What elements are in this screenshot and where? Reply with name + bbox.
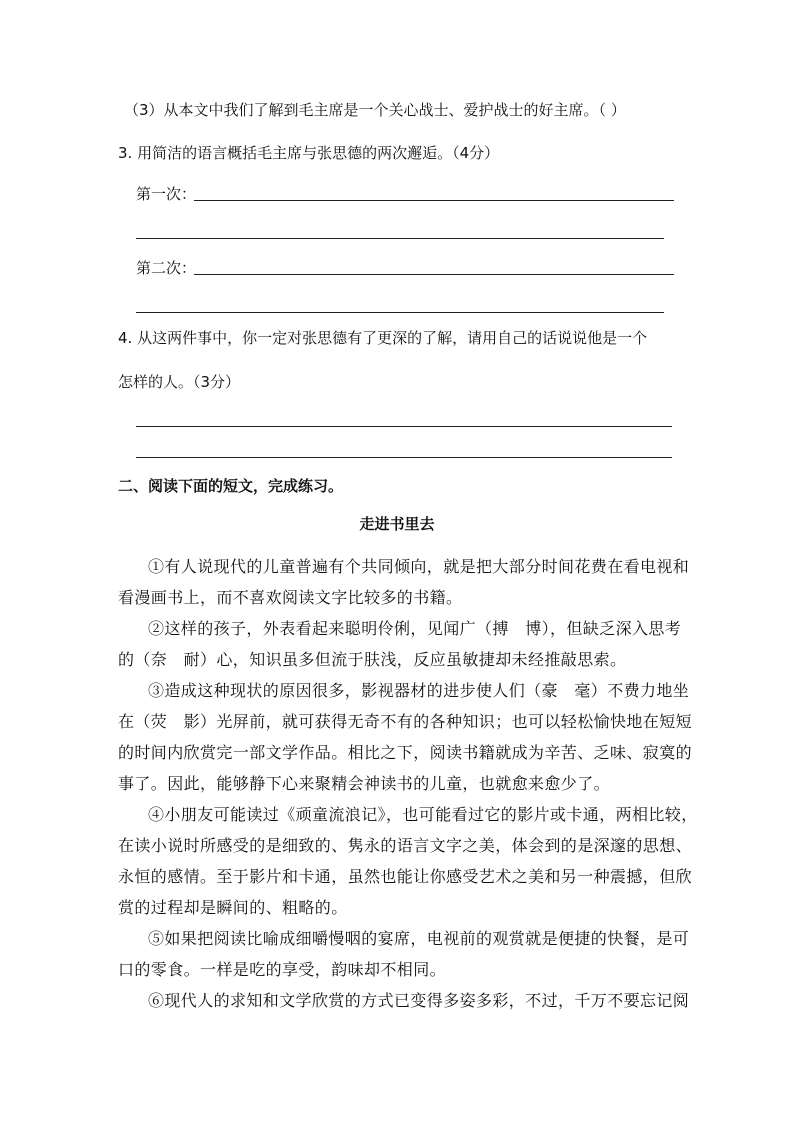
second-answer-line-2[interactable] <box>136 312 664 313</box>
paragraph-line: ④小朋友可能读过《顽童流浪记》，也可能看过它的影片或卡通，两相比较， <box>148 805 698 824</box>
q4-answer-line-1[interactable] <box>136 426 672 427</box>
paragraph-line: 事了。因此，能够静下心来聚精会神读书的儿童，也就愈来愈少了。 <box>118 774 611 793</box>
passage-title: 走进书里去 <box>359 515 435 533</box>
paragraph-line: ⑤如果把阅读比喻成细嚼慢咽的宴席，电视前的观赏就是便捷的快餐，是可 <box>148 929 690 948</box>
paragraph-line: 在（荧 影）光屏前，就可获得无奇不有的各种知识；也可以轻松愉快地在短短 <box>118 712 693 731</box>
paragraph-line: ③造成这种现状的原因很多，影视器材的进步使人们（豪 毫）不费力地坐 <box>148 681 690 700</box>
section-2-heading: 二、阅读下面的短文，完成练习。 <box>118 477 344 495</box>
paragraph-line: 的时间内欣赏完一部文学作品。相比之下，阅读书籍就成为辛苦、乏味、寂寞的 <box>118 743 693 762</box>
paragraph-line: 赏的过程却是瞬间的、粗略的。 <box>118 898 348 917</box>
paragraph-line: 在读小说时所感受的是细致的、隽永的语言文字之美，体会到的是深邃的思想、 <box>118 836 693 855</box>
q4-answer-line-2[interactable] <box>136 457 672 458</box>
second-encounter-label: 第二次： <box>136 259 197 277</box>
first-answer-line-2[interactable] <box>136 238 664 239</box>
paragraph-line: ⑥现代人的求知和文学欣赏的方式已变得多姿多彩，不过，千万不要忘记阅 <box>148 991 690 1010</box>
paragraph-line: 的（奈 耐）心，知识虽多但流于肤浅，反应虽敏捷却未经推敲思索。 <box>118 650 627 669</box>
question-4-line-2: 怎样的人。（3分） <box>118 373 241 391</box>
paragraph-line: ①有人说现代的儿童普遍有个共同倾向，就是把大部分时间花费在看电视和 <box>148 557 690 576</box>
paragraph-line: 口的零食。一样是吃的享受，韵味却不相同。 <box>118 960 447 979</box>
paragraph-line: 永恒的感情。至于影片和卡通，虽然也能让你感受艺术之美和另一种震撼，但欣 <box>118 867 693 886</box>
paragraph-line: 看漫画书上，而不喜欢阅读文字比较多的书籍。 <box>118 588 463 607</box>
question-3: 3. 用简洁的语言概括毛主席与张思德的两次邂逅。（4分） <box>118 144 500 162</box>
second-answer-line-1[interactable] <box>194 274 674 275</box>
paragraph-line: ②这样的孩子，外表看起来聪明伶俐，见闻广（搏 博），但缺乏深入思考 <box>148 619 682 638</box>
question-3-3: （3）从本文中我们了解到毛主席是一个关心战士、爱护战士的好主席。（ ） <box>124 101 626 119</box>
question-4-line-1: 4. 从这两件事中，你一定对张思德有了更深的了解，请用自己的话说说他是一个 <box>118 329 648 347</box>
first-encounter-label: 第一次： <box>136 185 197 203</box>
first-answer-line-1[interactable] <box>194 200 674 201</box>
